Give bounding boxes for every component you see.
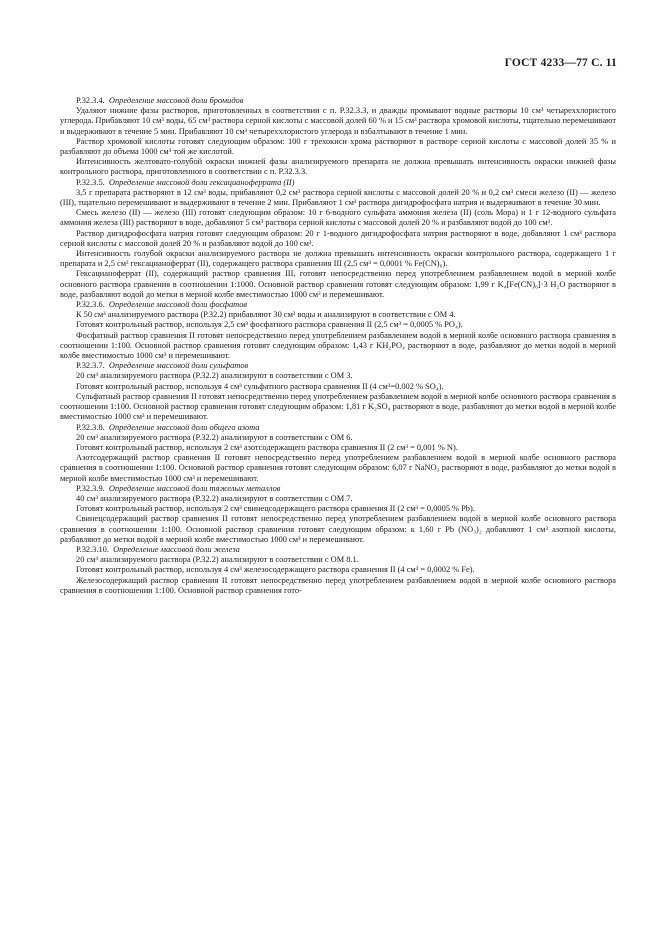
section-heading — [60, 361, 616, 371]
paragraph: 20 см³ анализируемого раствора (Р.32.2) анализируют в соответствии с ОМ 3. — [76, 371, 353, 381]
section-number: Р.32.3.10. — [76, 544, 109, 554]
paragraph: К 50 см³ анализируемого раствора (Р.32.2) прибавляют 30 см³ воды и анализируют в соответствии с ОМ 4. — [76, 310, 456, 320]
section-number: Р.32.3.7. — [76, 361, 105, 371]
document-body — [60, 96, 616, 596]
section-heading — [60, 300, 616, 310]
section-title: Определение массовой доли бромидов — [108, 96, 244, 105]
section-number: Р.32.3.9. — [76, 483, 105, 493]
paragraph: Раствор дигидрофосфата натрия готовят следующим образом: 20 г 1-водного дигидрофосфата натрия растворяют в воде, добавляют 1 см³ раствора серной кислоты с массовой долей 20 % и разбавляют водой до 100 см³. — [60, 228, 616, 248]
paragraph: Готовят контрольный раствор, используя 2 см³ свинецсодержащего раствора сравнения II (2 см³ = 0,0005 % Pb). — [76, 504, 475, 514]
paragraph: 20 см³ анализируемого раствора (Р.32.2) анализируют в соответствии с ОМ 6. — [76, 432, 353, 442]
paragraph: 40 см³ анализируемого раствора (Р.32.2) анализируют в соответствии с ОМ 7. — [76, 493, 353, 503]
section-title: Определение массовой доли фосфатов — [108, 300, 248, 310]
paragraph: Азотсодержащий раствор сравнения II готовят непосредственно перед употреблением разбавлением водой в мерной колбе основного раствора сравнения в соотношении 1:100. Основной раствор сравнения готовят следующим образом: 6,07 г NaNO₃ растворяют в воде, разбавляют до метки водой в мерной колбе вместимостью 1000 см³ и перемешивают. — [60, 453, 616, 483]
section-heading — [60, 178, 616, 188]
section-heading — [60, 484, 616, 494]
page-header: ГОСТ 4233—77 С. 11 — [504, 57, 617, 69]
section-number: Р.32.3.5. — [76, 177, 105, 187]
section-heading — [60, 96, 616, 106]
section-heading — [60, 545, 616, 555]
paragraph: Интенсивность голубой окраски анализируемого раствора не должна превышать интенсивность окраски контрольного раствора, содержащего 1 г препарата и 2,5 см³ гексацианоферрат (II), содержащего раствора сравнения III (2,5 см³ = 0,0001 % Fe(CN)₆). — [60, 249, 616, 269]
paragraph: Интенсивность желтовато-голубой окраски нижней фазы анализируемого препарата не должна превышать интенсивность окраски нижней фазы контрольного раствора, приготовленного в соответствии с п. Р.32.3.3. — [60, 157, 616, 177]
paragraph: Удаляют нижние фазы растворов, приготовленных в соответствии с п. Р.32.3.3, и дважды промывают водные растворы 10 см³ четыреххлористого углерода. Прибавляют 10 см³ воды, 65 см³ раствора серной кислоты с массовой долей 60 % и 15 см³ раствора хромовой кислоты, тщательно перемешивают и выдерживают в течение 5 мин. Прибавляют 10 см³ четыреххлористого углерода и взбалтывают в течение 1 мин. — [60, 106, 616, 136]
paragraph: Готовят контрольный раствор, используя 2 см³ азотсодержащего раствора сравнения II (2 см³ = 0,001 % N). — [76, 442, 458, 452]
section-title: Определение массовой доли общего азота — [108, 422, 260, 432]
paragraph: Фосфатный раствор сравнения II готовят непосредственно перед употреблением разбавлением водой в мерной колбе основного раствора сравнения в соотношении 1:100. Основной раствор сравнения готовят следующим образом: 1,43 г KH₂PO₄ растворяют в воде, разбавляют до метки водой в мерной колбе вместимостью 1000 см³ и перемешивают. — [60, 330, 616, 361]
section-title: Определение массовой доли тяжелых металлов — [108, 483, 281, 493]
paragraph: Свинецсодержащий раствор сравнения II готовят непосредственно перед употреблением разбавлением водой в мерной колбе основного раствора сравнения в соотношении 1:100. Основной раствор сравнения готовят следующим образом: к 1,60 г Pb (NO₃)₂ добавляют 1 см³ азотной кислоты, разбавляют до метки водой в мерной колбе вместимостью 1000 см³ и перемешивают. — [60, 514, 616, 544]
paragraph: 3,5 г препарата растворяют в 12 см³ воды, прибавляют 0,2 см³ раствора серной кислоты с массовой долей 20 % и 0,2 см³ смеси железо (II) — железо (III), тщательно перемешивают и выдерживают в течение 2 мин. Прибавляют 1 см³ раствора дигидрофосфата натрия и выдерживают в течение 30 мин. — [60, 187, 616, 208]
paragraph: Сульфатный раствор сравнения II готовят непосредственно перед употреблением разбавлением водой в мерной колбе основного раствора сравнения в соотношении 1:100. Основной раствор сравнения готовят следующим образом: 1,81 г K₂SO₄ растворяют в воде, разбавляют до метки водой в мерной колбе вместимостью 1000 см³ и перемешивают. — [60, 391, 616, 422]
paragraph: Готовят контрольный раствор, используя 4 см³ сульфатного раствора сравнения II (4 см³=0.002 % SO₄). — [76, 381, 444, 391]
section-number: Р.32.3.4. — [76, 96, 105, 105]
paragraph: Железосодержащий раствор сравнения II готовят непосредственно перед употреблением разбавлением водой в мерной колбе основного раствора сравнения в соотношении 1:100. Основной раствор сравнения гото- — [60, 575, 616, 595]
section-title: Определение массовой доли сульфатов — [108, 361, 249, 371]
section-number: Р.32.3.8. — [76, 422, 105, 432]
paragraph: Смесь железо (II) — железо (III) готовят следующим образом: 10 г 6-водного сульфата аммония железа (II) (соль Мора) и 1 г 12-водного сульфата аммония железа (III) растворяют в воде, добавляют 5 см³ раствора серной кислоты с массовой долей 20 % и разбавляют водой до 100 см³. — [60, 208, 616, 228]
section-heading — [60, 423, 616, 433]
paragraph: 20 см³ анализируемого раствора (Р.32.2) анализируют в соответствии с ОМ 8.1. — [76, 555, 359, 565]
paragraph: Готовят контрольный раствор, используя 4 см³ железосодержащего раствора сравнения II (4 см³ = 0,0002 % Fe). — [76, 565, 475, 575]
paragraph: Готовят контрольный раствор, используя 2,5 см³ фосфатного раствора сравнения II (2,5 см³ = 0,0005 % PO₄). — [76, 320, 463, 330]
section-title: Определение массовой доли железа — [113, 544, 240, 554]
paragraph: Гексацианоферрат (II), содержащий раствор сравнения III, готовят непосредственно перед употреблением разбавлением водой в мерной колбе основного раствора сравнения в соотношении 1:1000. Основной раствор сравнения готовят следующим образом: 1,99 г K₄[Fe(CN)₆]·3 H₂O растворяют в воде, разбавляют водой до метки в мерной колбе вместимостью 1000 см³ и перемешивают. — [60, 269, 616, 299]
paragraph: Раствор хромовой кислоты готовят следующим образом: 100 г трехокиси хрома растворяют в растворе серной кислоты с массовой долей 35 % и разбавляют до объема 1000 см³ той же кислотой. — [60, 136, 616, 157]
section-number: Р.32.3.6. — [76, 300, 105, 310]
section-title: Определение массовой доли гексацианоферрата (II) — [108, 177, 295, 187]
